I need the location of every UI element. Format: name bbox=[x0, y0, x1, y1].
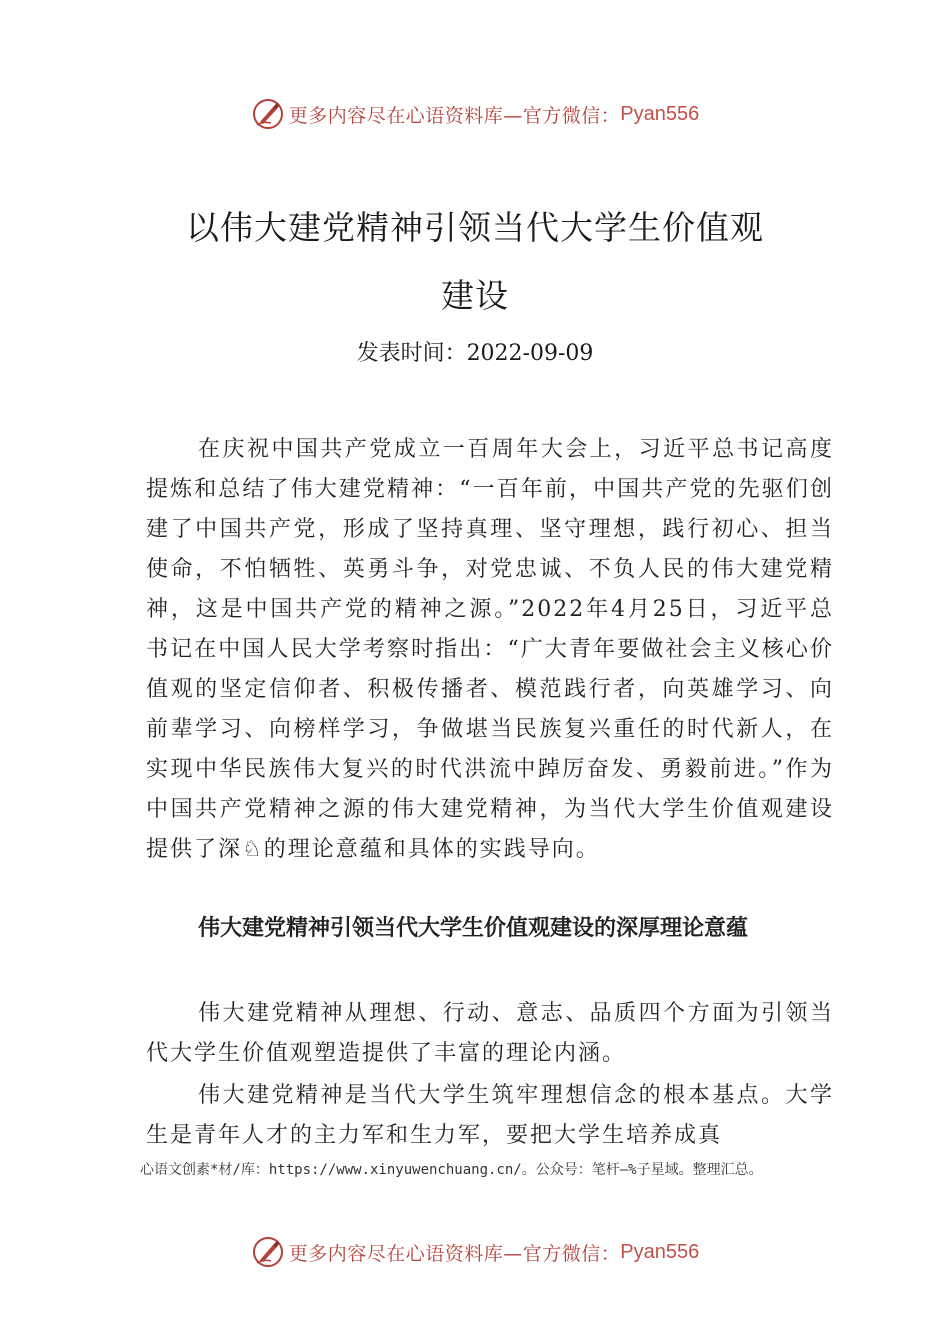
banner-text: 更多内容尽在心语资料库—官方微信： bbox=[288, 1242, 621, 1265]
paragraph-ideals: 伟大建党精神是当代大学生筑牢理想信念的根本基点。大学生是青年人才的主力军和生力军，要把大学生培养成真 bbox=[146, 1083, 834, 1148]
paragraph-theory: 伟大建党精神从理想、行动、意志、品质四个方面为引领当代大学生价值观塑造提供了丰富的理论内涵。 bbox=[146, 1001, 834, 1066]
publish-date: 发表时间：2022-09-09 bbox=[356, 341, 594, 366]
wechat-id: Pyan556 bbox=[620, 102, 700, 125]
pen-icon bbox=[251, 97, 285, 131]
pen-icon bbox=[251, 1235, 285, 1269]
footer-banner bbox=[0, 1232, 950, 1272]
section-heading: 伟大建党精神引领当代大学生价值观建设的深厚理论意蕴 bbox=[198, 916, 749, 941]
article-title-line1: 以伟大建党精神引领当代大学生价值观 bbox=[186, 208, 764, 247]
source-note: 心语文创素*材/库：https://www.xinyuwenchuang.cn/。公众号：笔杆—%子星域。整理汇总。 bbox=[140, 1162, 763, 1178]
article-title-line2: 建设 bbox=[441, 276, 509, 315]
wechat-id: Pyan556 bbox=[620, 1240, 700, 1263]
banner-text: 更多内容尽在心语资料库—官方微信： bbox=[288, 104, 621, 127]
header-banner bbox=[0, 94, 950, 134]
paragraph-intro: 在庆祝中国共产党成立一百周年大会上，习近平总书记高度提炼和总结了伟大建党精神：“一百年前，中国共产党的先驱们创建了中国共产党，形成了坚持真理、坚守理想，践行初心、担当使命，不怕牺牲、英勇斗争，对党忠诚、不负人民的伟大建党精神，这是中国共产党的精神之源。”2022年4月25日，习近平总书记在中国人民大学考察时指出：“广大青年要做社会主义核心价值观的坚定信仰者、积极传播者、模范践行者，向英雄学习、向前辈学习、向榜样学习，争做堪当民族复兴重任的时代新人，在实现中华民族伟大复兴的时代洪流中踔厉奋发、勇毅前进。”作为中国共产党精神之源的伟大建党精神，为当代大学生价值观建设提供了深♘的理论意蕴和具体的实践导向。 bbox=[146, 437, 834, 862]
